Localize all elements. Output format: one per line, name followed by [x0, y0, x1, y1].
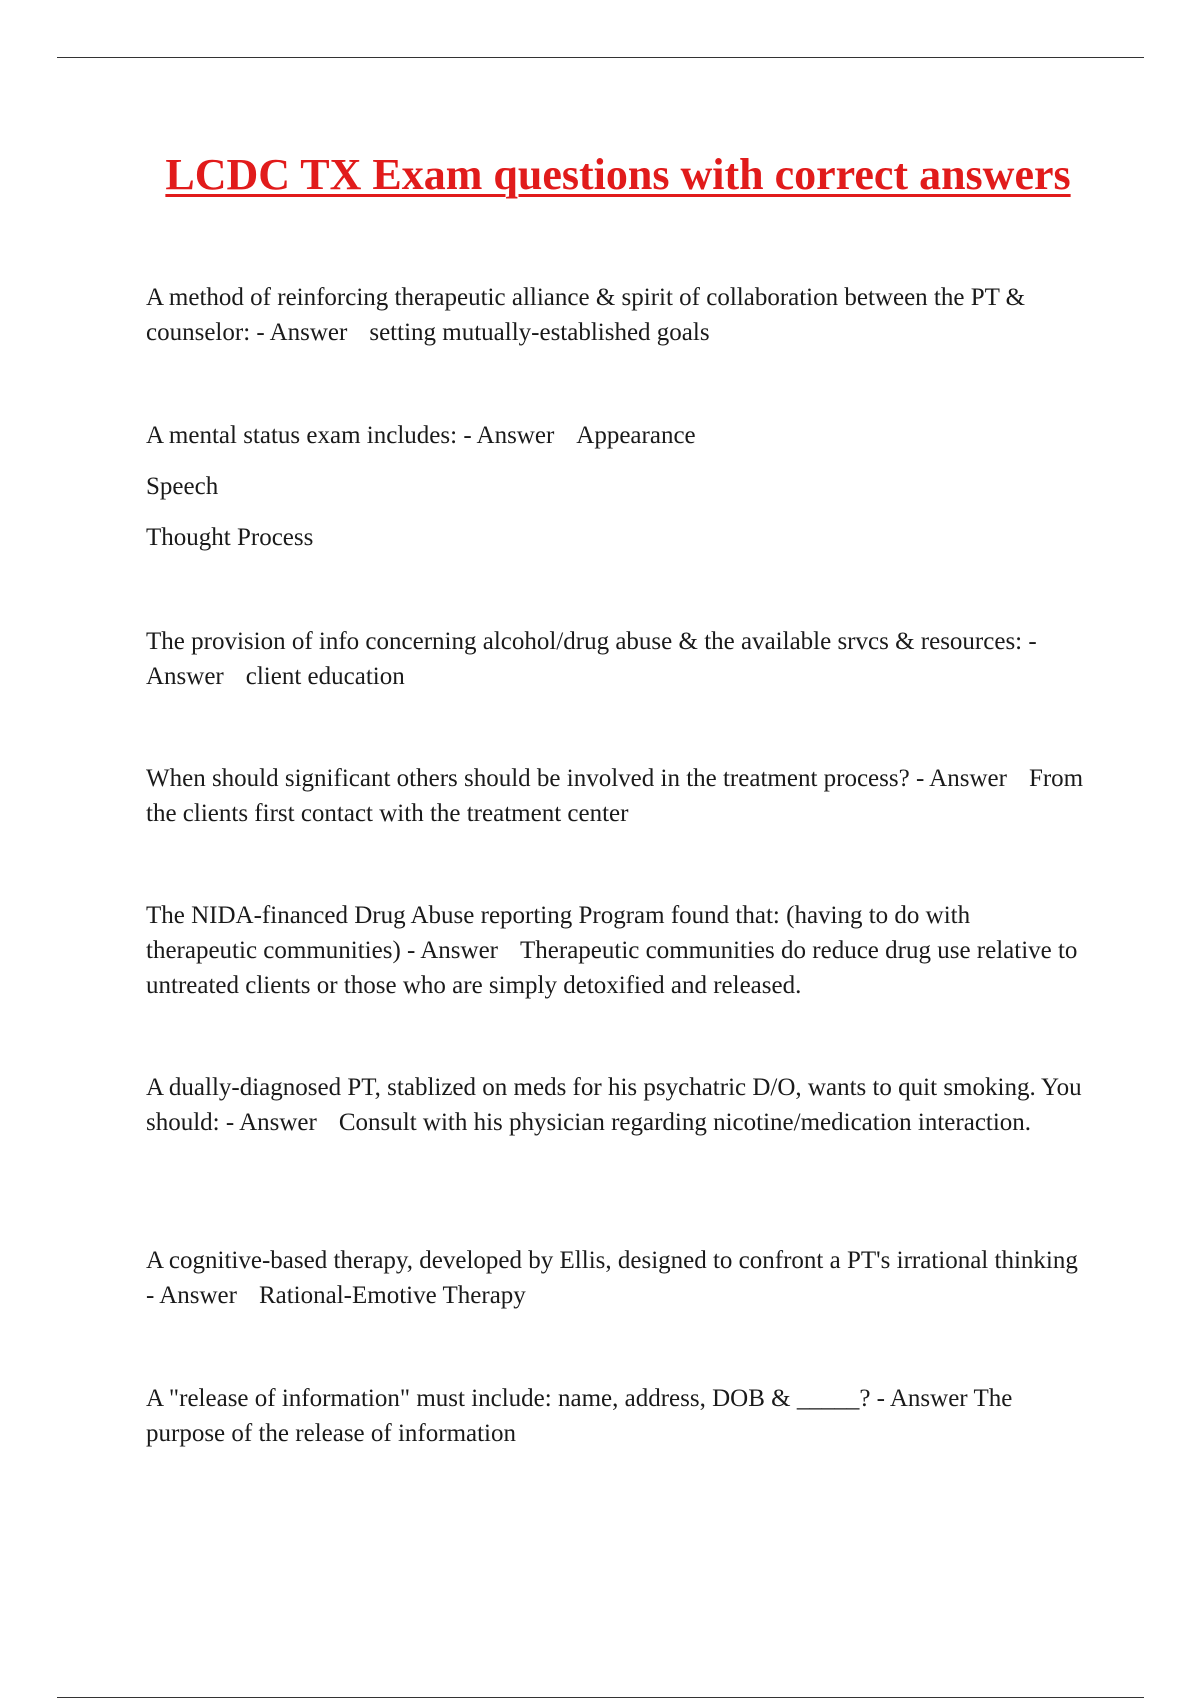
qa-item-7 — [146, 1243, 1086, 1313]
bottom-rule — [57, 1697, 1144, 1698]
answer-label: - Answer — [146, 1282, 237, 1309]
answer-text: Therapeutic communities do reduce drug use relative to untreated clients or those who are simply detoxified and released. — [146, 937, 1078, 999]
answer-label: - Answer — [146, 628, 1037, 690]
answer-text: client education — [245, 663, 405, 690]
answer-text: setting mutually-established goals — [369, 319, 710, 346]
question-text: A cognitive-based therapy, developed by Ellis, designed to confront a PT's irrational thinking — [146, 1247, 1078, 1274]
qa-item-4 — [146, 761, 1086, 831]
qa-item-6 — [146, 1070, 1086, 1140]
answer-label: - Answer — [463, 422, 555, 449]
answer-label: - Answer — [876, 1385, 968, 1412]
top-rule — [57, 57, 1144, 58]
answer-label: - Answer — [225, 1109, 317, 1136]
answer-label: - Answer — [915, 765, 1007, 792]
answer-extra-line: Speech — [146, 473, 219, 500]
question-text: A "release of information" must include: name, address, DOB & _____? — [146, 1385, 871, 1412]
answer-text: Consult with his physician regarding nicotine/medication interaction. — [338, 1109, 1032, 1136]
question-text: The NIDA-financed Drug Abuse reporting Program found that: (having to do with therapeutic communities) — [146, 902, 971, 964]
question-text: A method of reinforcing therapeutic alliance & spirit of collaboration between the PT & counselor: — [146, 284, 1026, 346]
answer-extra-line: Thought Process — [146, 524, 314, 551]
question-text: The provision of info concerning alcohol/drug abuse & the available srvcs & resources: — [146, 628, 1023, 655]
question-text: A mental status exam includes: — [146, 422, 458, 449]
document-title: LCDC TX Exam questions with correct answers — [165, 150, 1071, 199]
answer-text: Rational-Emotive Therapy — [258, 1282, 526, 1309]
answer-text: From the clients first contact with the treatment center — [146, 765, 1084, 827]
answer-label: - Answer — [407, 937, 498, 964]
qa-item-5 — [146, 898, 1086, 1003]
qa-item-8 — [146, 1381, 1086, 1451]
qa-item-1 — [146, 280, 1086, 350]
question-text: When should significant others should be involved in the treatment process? — [146, 765, 910, 792]
answer-label: - Answer — [256, 319, 348, 346]
answer-text: Appearance — [576, 422, 696, 449]
qa-item-3 — [146, 624, 1086, 694]
answer-text: The purpose of the release of information — [146, 1385, 1013, 1447]
qa-item-2 — [146, 418, 1086, 555]
question-text: A dually-diagnosed PT, stablized on meds for his psychatric D/O, wants to quit smoking. You should: — [146, 1074, 1082, 1136]
